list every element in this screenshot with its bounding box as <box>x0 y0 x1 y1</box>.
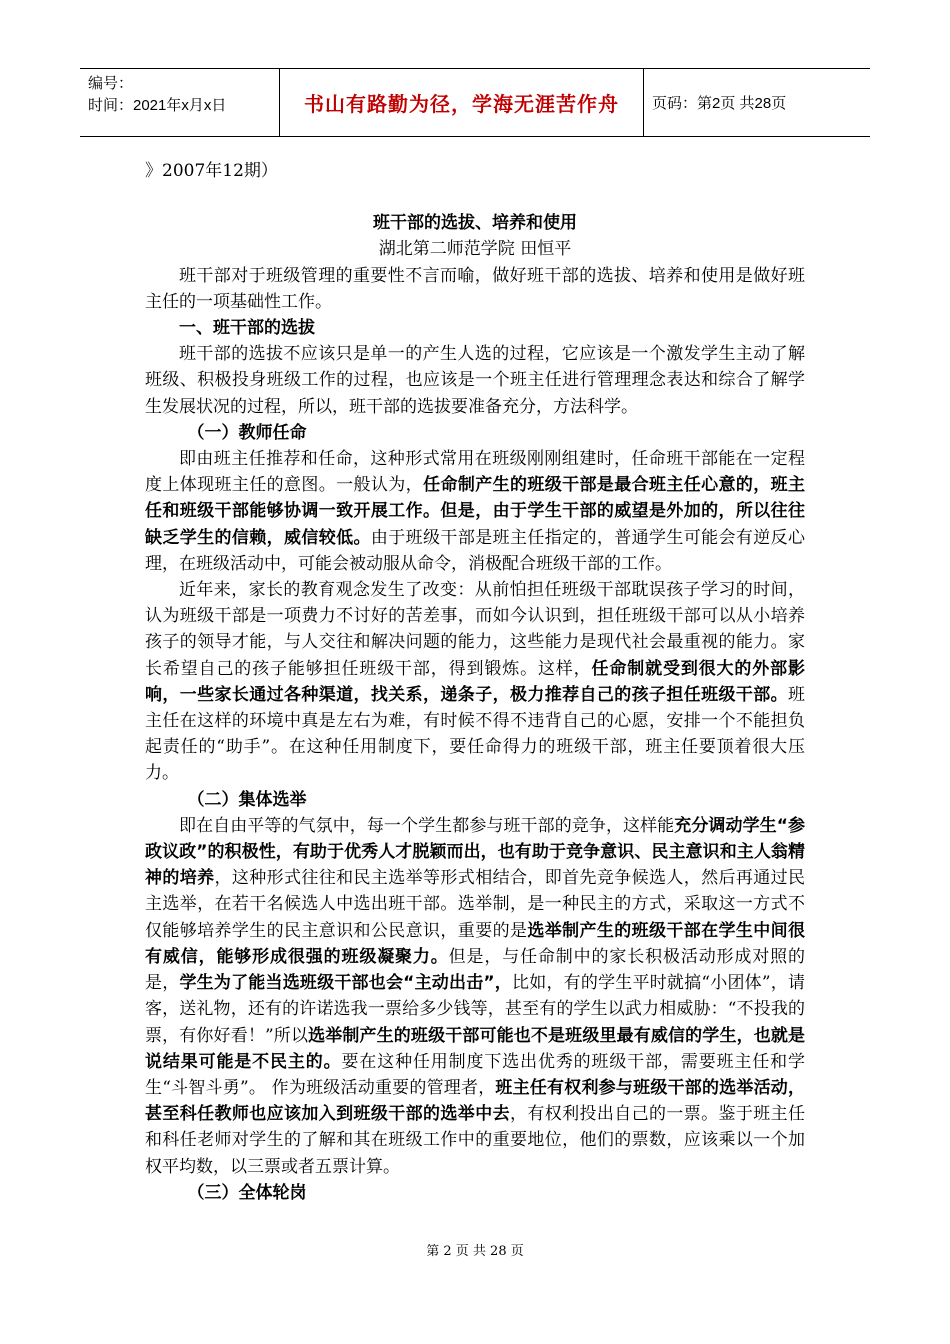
subheading-teacher-appointment: （一）教师任命 <box>187 422 307 443</box>
bold-run: 选举制产生的班级干部可能也不是班级里最有威信的学生，也就是说结果可能是不民主的。 <box>145 1025 805 1072</box>
article-title: 班干部的选拔、培养和使用 <box>373 213 577 234</box>
section-heading-selection: 一、班干部的选拔 <box>179 318 315 339</box>
bold-run: 任命制产生的班级干部是最合班主任心意的，班主任和班级干部能够协调一致开展工作。但是，由于学生干部的威望是外加的，所以往往缺乏学生的信赖，威信较低。 <box>145 475 806 548</box>
bold-run: 班主任有权利参与班级干部的选举活动，甚至科任教师也应该加入到班级干部的选举中去 <box>145 1077 805 1125</box>
bold-run: 选举制产生的班级干部在学生中间很有威信，能够形成很强的班级凝聚力。 <box>145 920 806 967</box>
text-run: 即在自由平等的气氛中，每一个学生都参与班干部的竞争，这样能 <box>179 815 675 836</box>
header-time: 时间：2021年x月x日 <box>88 97 227 114</box>
paragraph-election <box>145 813 805 1180</box>
text-run: 由于班级干部是班主任指定的，普通学生可能会有逆反心理，在班级活动中，可能会被动服从命令，消极配合班级干部的工作。 <box>145 527 806 574</box>
text-run: 但是，与任命制中的家长积极活动形成对照的是， <box>145 946 806 994</box>
text-run: 要在这种任用制度下选出优秀的班级干部，需要班主任和学生“斗智斗勇”。 作为班级活动重要的管理者， <box>145 1051 806 1098</box>
bold-run: 充分调动学生“参政议政”的积极性，有助于优秀人才脱颖而出，也有助于竞争意识、民主意识和主人翁精神的培养 <box>145 815 805 889</box>
document-body <box>145 158 805 1206</box>
page-footer: 第 2 页 共 28 页 <box>426 1244 524 1259</box>
text-run: 近年来，家长的教育观念发生了改变：从前怕担任班级干部耽误孩子学习的时间，认为班级干部是一项费力不讨好的苦差事，而如今认识到，担任班级干部可以从小培养孩子的领导才能，与人交往和解决问题的能力，这些能力是现代社会最重视的能力。家长希望自己的孩子能够担任班级干部，得到锻炼。这样， <box>145 580 805 679</box>
carry-over-line: 》2007年12期） <box>145 161 278 181</box>
subheading-collective-election: （二）集体选举 <box>187 789 307 810</box>
header-meta <box>80 69 280 136</box>
text-run: 比如，有的学生平时就搞“小团体”，请客，送礼物，还有的许诺选我一票给多少钱等，甚至有的学生以武力相威胁：“不投我的票，有你好看！”所以 <box>145 973 805 1046</box>
subheading-rotation: （三）全体轮岗 <box>187 1182 307 1203</box>
intro-paragraph: 班干部对于班级管理的重要性不言而喻，做好班干部的选拔、培养和使用是做好班主任的一项基础性工作。 <box>145 265 805 312</box>
paragraph-appointment-1 <box>145 446 805 577</box>
article-author: 湖北第二师范学院 田恒平 <box>378 239 572 260</box>
section-selection-paragraph: 班干部的选拔不应该只是单一的产生人选的过程，它应该是一个激发学生主动了解班级、积极投身班级工作的过程，也应该是一个班主任进行管理理念表达和综合了解学生发展状况的过程，所以，班干部的选拔要准备充分，方法科学。 <box>145 344 805 417</box>
page-header <box>80 68 870 137</box>
text-run: ，有权利投出自己的一票。鉴于班主任和科任老师对学生的了解和其在班级工作中的重要地位，他们的票数，应该乘以一个加权平均数，以三票或者五票计算。 <box>145 1104 806 1177</box>
bold-run: 学生为了能当选班级干部也会“主动出击”， <box>179 973 513 994</box>
header-page-number: 页码：第2页 共28页 <box>652 95 787 112</box>
bold-run: 任命制就受到很大的外部影响，一些家长通过各种渠道，找关系，递条子，极力推荐自己的孩子担任班级干部。 <box>145 658 806 705</box>
text-run: 班主任在这样的环境中真是左右为难，有时候不得不违背自己的心愿，安排一个不能担负起责任的“助手”。在这种任用制度下，要任命得力的班级干部，班主任要顶着很大压力。 <box>145 684 805 784</box>
text-run: 即由班主任推荐和任命，这种形式常用在班级刚刚组建时，任命班干部能在一定程度上体现班主任的意图。一般认为， <box>145 449 805 496</box>
text-run: ，这种形式往往和民主选举等形式相结合，即首先竞争候选人，然后再通过民主选举，在若干名候选人中选出班干部。选举制，是一种民主的方式，采取这一方式不仅能够培养学生的民主意识和公民意识，重要的是 <box>145 868 806 941</box>
header-number: 编号： <box>88 75 134 92</box>
paragraph-appointment-2 <box>145 577 805 787</box>
header-motto: 书山有路勤为径，学海无涯苦作舟 <box>280 69 644 136</box>
